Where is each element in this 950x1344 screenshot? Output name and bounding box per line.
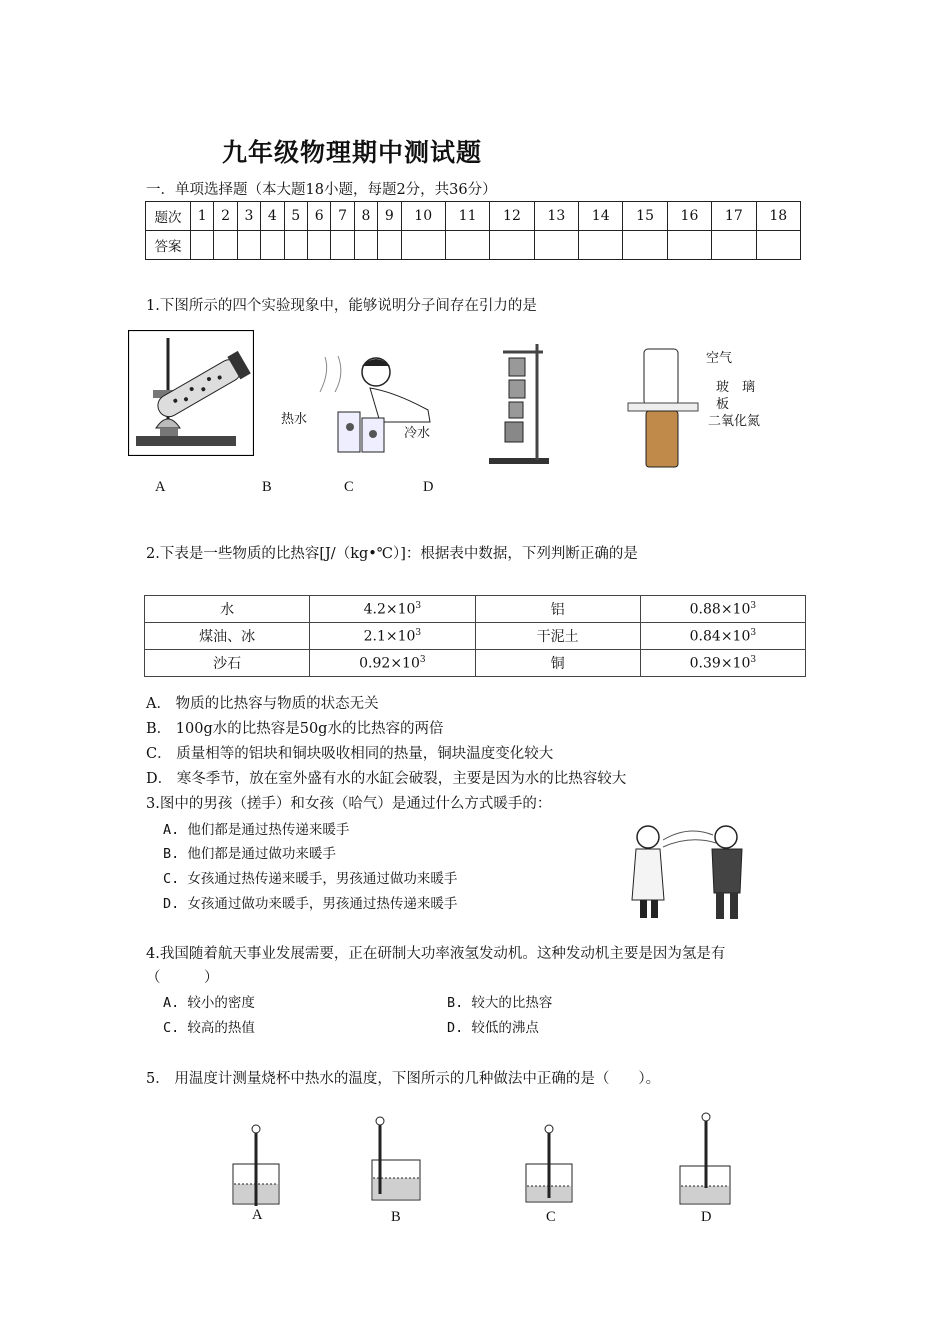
q4-option-d: D. 较低的沸点 (447, 1020, 539, 1036)
q3-option-c: C. 女孩通过热传递来暖手，男孩通过做功来暖手 (163, 871, 458, 887)
q2-option-c: C． 质量相等的铝块和铜块吸收相同的热量，铜块温度变化较大 (146, 746, 554, 762)
value-cell: $4.2\times 10^3$ (310, 596, 475, 623)
question-1: 1.下图所示的四个实验现象中，能够说明分子间存在引力的是 (146, 298, 537, 314)
question-number-cell: 3 (237, 202, 260, 231)
page-title: 九年级物理期中测试题 (222, 138, 483, 167)
q4-option-c: C. 较高的热值 (163, 1020, 255, 1036)
label-glass-2: 板 (716, 397, 730, 412)
answer-cell (191, 231, 214, 260)
substance-cell: 铜 (475, 650, 640, 677)
answer-cell (712, 231, 756, 260)
substance-cell: 干泥土 (475, 623, 640, 650)
question-number-cell: 9 (378, 202, 401, 231)
answer-cell (214, 231, 237, 260)
question-2: 2.下表是一些物质的比热容[J/（kg•℃）]：根据表中数据，下列判断正确的是 (146, 546, 638, 562)
value-cell: $2.1\times 10^3$ (310, 623, 475, 650)
figure-1c-lead-blocks (485, 340, 555, 468)
question-4: 4.我国随着航天事业发展需要，正在研制大功率液氢发动机。这种发动机主要是因为氢是有 (146, 946, 726, 962)
figure-1a-heated-tube (128, 330, 254, 456)
q5-label-a: A (252, 1207, 263, 1223)
label-cold-water: 冷水 (404, 426, 431, 441)
value-cell: $0.39\times 10^3$ (640, 650, 805, 677)
question-number-cell: 18 (756, 202, 800, 231)
question-number-cell: 16 (667, 202, 711, 231)
value-cell: $0.92\times 10^3$ (310, 650, 475, 677)
question-number-cell: 14 (579, 202, 623, 231)
figure-5c-beaker (522, 1120, 576, 1206)
question-number-cell: 7 (331, 202, 354, 231)
table-row (145, 650, 806, 677)
substance-cell: 水 (145, 596, 310, 623)
q2-option-a: A． 物质的比热容与物质的状态无关 (146, 696, 379, 712)
figure-1d-gas-diffusion (620, 345, 700, 470)
value-cell: $0.84\times 10^3$ (640, 623, 805, 650)
question-5: 5． 用温度计测量烧杯中热水的温度，下图所示的几种做法中正确的是（ ）。 (146, 1071, 661, 1087)
question-number-cell: 10 (401, 202, 445, 231)
answer-cell (490, 231, 534, 260)
figure-5a-beaker (230, 1120, 282, 1210)
value-cell: $0.88\times 10^3$ (640, 596, 805, 623)
substance-cell: 沙石 (145, 650, 310, 677)
answer-cell (579, 231, 623, 260)
q4-blank: （ ） (146, 970, 219, 986)
answer-cell (331, 231, 354, 260)
table-row (145, 623, 806, 650)
q3-option-b: B. 他们都是通过做功来暖手 (163, 846, 336, 862)
q1-label-a: A (155, 479, 166, 495)
answer-cell (667, 231, 711, 260)
question-number-cell: 11 (445, 202, 489, 231)
answer-table-header-row (146, 202, 801, 231)
question-number-cell: 1 (191, 202, 214, 231)
question-number-cell: 5 (284, 202, 307, 231)
row-label-answer: 答案 (146, 231, 191, 260)
section-heading: 一．单项选择题（本大题18小题，每题2分，共36分） (146, 182, 497, 198)
figure-1b-hot-cold-water (310, 352, 435, 457)
table-row (145, 596, 806, 623)
question-number-cell: 8 (354, 202, 377, 231)
question-3: 3.图中的男孩（搓手）和女孩（哈气）是通过什么方式暖手的： (146, 796, 552, 812)
q4-option-b: B. 较大的比热容 (447, 995, 553, 1011)
question-number-cell: 15 (623, 202, 667, 231)
question-number-cell: 6 (307, 202, 330, 231)
figure-3-children-warming-hands (618, 815, 758, 925)
question-number-cell: 12 (490, 202, 534, 231)
q1-label-b: B (262, 479, 272, 495)
answer-cell (354, 231, 377, 260)
q5-label-d: D (701, 1209, 712, 1225)
answer-cell (445, 231, 489, 260)
substance-cell: 铝 (475, 596, 640, 623)
question-number-cell: 2 (214, 202, 237, 231)
label-no2: 二氧化氮 (708, 414, 761, 429)
answer-cell (623, 231, 667, 260)
label-hot-water: 热水 (281, 412, 308, 427)
answer-cell (401, 231, 445, 260)
q2-option-d: D． 寒冬季节，放在室外盛有水的水缸会破裂，主要是因为水的比热容较大 (146, 771, 627, 787)
q3-option-a: A. 他们都是通过热传递来暖手 (163, 822, 350, 838)
answer-cell (261, 231, 284, 260)
q5-label-b: B (391, 1209, 401, 1225)
label-air: 空气 (706, 351, 733, 366)
label-glass-1: 玻 璃 (716, 380, 756, 395)
question-number-cell: 4 (261, 202, 284, 231)
row-label-number: 题次 (146, 202, 191, 231)
q1-label-c: C (344, 479, 354, 495)
q5-label-c: C (546, 1209, 556, 1225)
answer-table (145, 201, 801, 260)
answer-cell (378, 231, 401, 260)
q3-option-d: D. 女孩通过做功来暖手，男孩通过热传递来暖手 (163, 896, 458, 912)
answer-cell (284, 231, 307, 260)
answer-table-answer-row (146, 231, 801, 260)
answer-cell (534, 231, 578, 260)
question-number-cell: 17 (712, 202, 756, 231)
q4-option-a: A. 较小的密度 (163, 995, 255, 1011)
q2-option-b: B． 100g水的比热容是50g水的比热容的两倍 (146, 721, 444, 737)
answer-cell (237, 231, 260, 260)
answer-cell (307, 231, 330, 260)
question-number-cell: 13 (534, 202, 578, 231)
q1-label-d: D (423, 479, 434, 495)
figure-5d-beaker (676, 1108, 736, 1208)
answer-cell (756, 231, 800, 260)
substance-cell: 煤油、冰 (145, 623, 310, 650)
figure-5b-beaker (368, 1112, 424, 1204)
specific-heat-table (144, 595, 806, 677)
